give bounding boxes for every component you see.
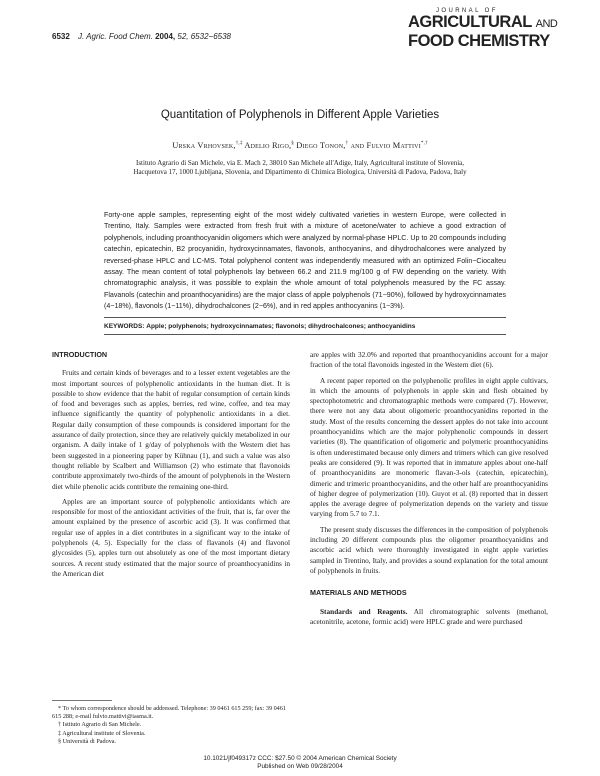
logo-line-agricultural: AGRICULTURAL AND [408, 13, 558, 31]
divider [104, 317, 506, 318]
published-line: Published on Web 09/28/2004 [257, 763, 343, 770]
running-header [52, 32, 231, 41]
author-4: Fulvio Mattivi [366, 141, 421, 150]
journal-volume: 52, 6532−6538 [177, 32, 231, 41]
paragraph: A recent paper reported on the polyphenolic profiles in eight apple cultivars, in which the amounts of polyphenols in apple skin and flesh obtained by spectophotometric and chromatographic methods were compared (7). However, there were not any data about oligomeric proanthocyanidins reported in the study. Most of the results concerning the dessert apples do not take into account proanthocyanidins which are the major polyphenolic compounds in dessert varieties (8). The quantification of oligomeric and polymeric proanthocyanidins is often underestimated because only dimers and trimers which can give resolved peaks are considered (9). It was reported that in immature apples about one-half of proanthocyanidins are monomeric flavan-3-ols (catechin, epicatechin), dimeric and trimeric proanthocyanidins, and the other half are proanthocyanidins of higher degree of polymerization (10). Guyot et al. (8) reported that in dessert apples the average degree of polymerization depends on the variety and tissue varying from 5.7 to 7.1. [310, 375, 548, 519]
logo-line-food-chemistry: FOOD CHEMISTRY [408, 32, 550, 50]
footnote: * To whom correspondence should be addressed. Telephone: 39 0461 615 259; fax: 39 0461 615 288; e-mail fulvio.mattivi@iasma.it. [52, 705, 286, 721]
author-3: Diego Tonon, [296, 141, 346, 150]
footnotes [52, 705, 290, 746]
section-heading-materials: MATERIALS AND METHODS [310, 588, 407, 598]
author-2: Adelio Rigo, [244, 141, 292, 150]
affiliations: Istituto Agrario di San Michele, via E. Mach 2, 38010 San Michele all'Adige, Italy, Agricultural institute of Slovenia, Hacquetova 17, 1000 Ljubljana, Slovenia, and Dipartimento di Chimica Biologica, Università di Padova, Padova, Italy [133, 159, 467, 176]
article-title: Quantitation of Polyphenols in Different Apple Varieties [160, 109, 440, 121]
author-list: Urska Vrhovsek,†,‡ Adelio Rigo,§ Diego Tonon,† and Fulvio Mattivi*,† [172, 141, 428, 150]
right-column [310, 350, 548, 632]
footnote: § Università di Padova. [58, 737, 117, 745]
journal-year: 2004, [155, 32, 176, 41]
footnote: ‡ Agricultural institute of Slovenia. [58, 729, 146, 737]
logo-line-journal-of: JOURNAL OF [436, 8, 498, 14]
journal-name: J. Agric. Food Chem. [78, 32, 153, 41]
keywords-label: KEYWORDS: [104, 323, 145, 330]
left-column [52, 350, 290, 584]
divider [104, 334, 506, 335]
page-footer [0, 755, 600, 771]
paragraph: are apples with 32.0% and reported that proanthocyanidins account for a major fraction of the total flavonoids ingested in the Western diet (6). [310, 350, 548, 370]
footnote: † Istituto Agrario di San Michele. [58, 721, 142, 729]
author-1: Urska Vrhovsek, [172, 141, 236, 150]
journal-logo [408, 8, 558, 50]
section-heading-introduction: INTRODUCTION [52, 350, 108, 359]
abstract: Forty-one apple samples, representing eight of the most widely cultivated varieties in western Europe, were collected in Trentino, Italy. Samples were extracted from fresh fruit with a mixture of acetone/water to achieve a good extraction of polyphenols, including proanthocyanidin oligomers which were analyzed by normal-phase HPLC. Up to 20 compounds including catechin, epicatechin, B2 procyanidin, hydroxycinnamates, flavonols, anthocyanins, and dihydrochalcones were analyzed by reversed-phase HPLC and LC-MS. Total polyphenol content was independently measured with an optimized Folin−Ciocalteu assay. The mean content of total polyphenols lay between 66.2 and 211.9 mg/100 g of FW depending on the variety. With chromatographic analysis, it was possible to explain the whole amount of total polyphenols measured by the FC assay. Flavanols (catechin and proanthocyanidins) are the major class of apple polyphenols (71−90%), followed by hydroxycinnamates (4−18%), flavonols (1−11%), dihydrochalcones (2−6%), and in red apples anthocyanins (1−3%). [104, 211, 506, 311]
paragraph: The present study discusses the differences in the composition of polyphenols including 20 different compounds plus the oligomer proanthocyanidins and ascorbic acid which were thoroughly investigated in eight apple varieties sampled in Trentino, Italy, and provides a sound explanation for the total amount of polyphenols in fruits. [310, 524, 548, 575]
footnote-rule [52, 700, 112, 701]
paragraph: Fruits and certain kinds of beverages and to a lesser extent vegetables are the most important sources of polyphenolic antioxidants in the human diet. It is possible to show evidence that the habit of regular consumption of certain kinds of food and beverages such as apples, berries, red wine, coffee, and tea may influence significantly the quantity of polyphenolic antioxidants in a diet. Regular daily consumption of these compounds is considered important for the assurance of daily protection, since they are relatively quickly metabolized in our organism. A daily intake of 1 g/day of polyphenols with the Western diet has been suggested in a pioneering paper by Kühnau (1), and such a value was also thought reliable by Scalbert and Williamson (2) who estimate that flavonoids contribute approximately two-thirds of the amount of polyphenols in the Western diet while phenolic acids contribute the remaining one-third. [52, 368, 290, 491]
paragraph: Apples are an important source of polyphenolic antioxidants which are responsible for most of the antioxidant activities of the fruit, that is, far over the amount explained by the presence of ascorbic acid (3). It was confirmed that regular use of apples in a diet contributes in a significant way to the intake of polyphenols (4, 5). Especially for the class of flavanols (4) and flavonol glycosides (5), apples turn out absolutely as one of the most important dietary sources. A recent study estimated that the major source of proanthocyanidins in the American diet [52, 496, 290, 578]
keywords-text: Apple; polyphenols; hydroxycinnamates; flavonols; dihydrochalcones; anthocyanidins [146, 323, 416, 330]
paragraph: Standards and Reagents. All chromatographic solvents (methanol, acetonitrile, acetone, formic acid) were HPLC grade and were purchased [310, 606, 549, 626]
doi-line: 10.1021/jf049317z CCC: $27.50 © 2004 American Chemical Society [203, 755, 397, 762]
page-number: 6532 [52, 32, 70, 41]
keywords [104, 323, 506, 330]
